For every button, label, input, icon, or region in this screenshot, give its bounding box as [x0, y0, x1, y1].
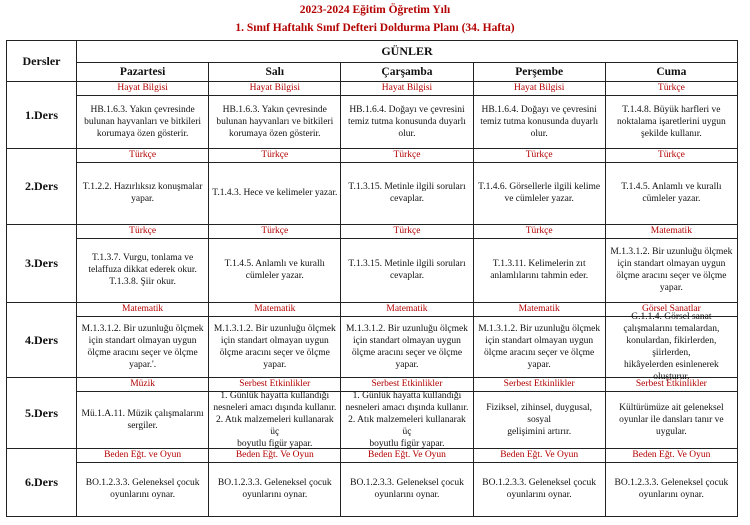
- objective-line: için standart olmayan uygun: [88, 335, 197, 346]
- objective-text: [341, 391, 472, 447]
- subject-label: Türkçe: [129, 150, 157, 160]
- objective-line: M.1.3.1.2. Bir uzunluğu ölçmek: [81, 323, 204, 334]
- objective-line: oluşturur.: [653, 371, 690, 382]
- objective-line: telaffuza dikkat ederek okur.: [88, 265, 197, 275]
- plan-cell: [473, 449, 605, 517]
- objective-line: cümleler yazar.: [642, 194, 701, 204]
- objective-line: hikâyelerden esinlenerek: [624, 359, 719, 370]
- objective-line: BO.1.2.3.3. Geleneksel çocuk: [217, 478, 332, 488]
- objective-text: [341, 238, 472, 301]
- subject-label: Türkçe: [261, 150, 289, 160]
- subject-label: Beden Eğt. Ve Oyun: [500, 450, 579, 460]
- plan-cell: [209, 82, 341, 149]
- day-header: Cuma: [605, 63, 737, 82]
- objective-text: [209, 95, 340, 147]
- objective-line: BO.1.2.3.3. Geleneksel çocuk: [482, 478, 597, 488]
- plan-cell: [605, 303, 737, 382]
- objective-line: bulunan hayvanları ve bitkileri: [84, 116, 202, 127]
- plan-cell: [341, 303, 473, 378]
- objective-line: cümleler yazar.: [245, 271, 304, 281]
- lesson-label: 2.Ders: [7, 149, 77, 225]
- lesson-label: 6.Ders: [7, 449, 77, 517]
- subject-label: Hayat Bilgisi: [381, 83, 433, 93]
- objective-line: HB.1.6.3. Yakın çevresinde: [222, 104, 327, 115]
- day-header: Pazartesi: [77, 63, 209, 82]
- objective-line: 1. Günlük hayatta kullandığı: [220, 390, 330, 401]
- subject-label: Hayat Bilgisi: [249, 83, 300, 93]
- objective-line: Mü.1.A.11. Müzik çalışmalarını: [81, 408, 204, 419]
- objective-line: oyunlarını oynar.: [506, 490, 572, 500]
- lesson-label: 4.Ders: [7, 303, 77, 378]
- objective-text: [341, 162, 472, 223]
- objective-line: konulardan, fikirlerden, şiirlerden,: [626, 335, 717, 358]
- subject-label: Hayat Bilgisi: [117, 83, 168, 93]
- subject-label: Matematik: [518, 304, 560, 314]
- objective-line: şekilde kullanır.: [641, 128, 702, 139]
- objective-line: T.1.2.2. Hazırlıksız konuşmalar: [82, 182, 203, 192]
- dersler-header: Dersler: [7, 41, 77, 82]
- objective-line: temiz tutma konusunda duyarlı: [480, 116, 599, 127]
- objective-line: BO.1.2.3.3. Geleneksel çocuk: [85, 478, 200, 488]
- objective-line: T.1.4.5. Anlamlı ve kurallı: [224, 259, 325, 269]
- objective-line: M.1.3.1.2. Bir uzunluğu ölçmek: [213, 323, 336, 334]
- subject-label: Serbest Etkinlikler: [371, 379, 443, 389]
- subject-label: Türkçe: [657, 150, 685, 160]
- objective-line: T.1.4.3. Hece ve kelimeler yazar.: [212, 188, 338, 198]
- objective-text: [474, 462, 605, 515]
- plan-cell: [605, 82, 737, 149]
- plan-cell: [473, 303, 605, 378]
- objective-line: anlamlılarını tahmin eder.: [490, 271, 589, 281]
- objective-line: için standart olmayan uygun: [220, 335, 329, 346]
- lesson-row: [7, 378, 738, 449]
- subject-label: Türkçe: [393, 226, 421, 236]
- day-header-row: [7, 63, 738, 82]
- objective-line: çalışmalarını temalardan,: [623, 323, 720, 334]
- lesson-label: 1.Ders: [7, 82, 77, 149]
- objective-line: için standart olmayan uygun: [353, 335, 461, 346]
- objective-text: [341, 95, 472, 147]
- plan-cell: [209, 303, 341, 378]
- subject-label: Beden Eğt. Ve Oyun: [632, 450, 711, 460]
- objective-line: Fiziksel, zihinsel, duygusal, sosyal: [486, 402, 593, 425]
- objective-line: M.1.3.1.2. Bir uzunluğu ölçmek: [610, 247, 733, 257]
- subject-label: Matematik: [254, 304, 296, 314]
- plan-cell: [341, 149, 473, 225]
- plan-body: [7, 82, 738, 517]
- objective-line: HB.1.6.4. Doğayı ve çevresini: [349, 104, 465, 115]
- plan-cell: [473, 378, 605, 449]
- plan-cell: [341, 449, 473, 517]
- document-title: 2023-2024 Eğitim Öğretim Yılı: [299, 4, 451, 16]
- objective-text: [606, 238, 737, 301]
- objective-text: [606, 391, 737, 447]
- objective-line: BO.1.2.3.3. Geleneksel çocuk: [350, 478, 464, 488]
- objective-text: [341, 462, 472, 515]
- plan-cell: [341, 378, 473, 449]
- objective-text: [474, 391, 605, 447]
- subject-label: Serbest Etkinlikler: [635, 379, 707, 389]
- objective-line: 1. Günlük hayatta kullandığı: [352, 390, 462, 401]
- plan-cell: [209, 378, 341, 449]
- lesson-label: 5.Ders: [7, 378, 77, 449]
- objective-line: ölçme aracını seçer ve ölçme: [484, 347, 595, 358]
- objective-text: [474, 95, 605, 147]
- objective-line: ölçme aracını seçer ve ölçme: [616, 271, 727, 281]
- subject-label: Serbest Etkinlikler: [503, 379, 575, 389]
- objective-line: sergiler.: [127, 420, 158, 431]
- objective-line: 2. Atık malzemeleri kullanarak üç: [215, 414, 334, 437]
- objective-text: [606, 311, 737, 382]
- subject-label: Türkçe: [129, 226, 157, 236]
- subject-label: Türkçe: [525, 150, 553, 160]
- day-header: Çarşamba: [341, 63, 473, 82]
- objective-line: oyunlarını oynar.: [110, 490, 176, 500]
- objective-line: yapar.'.: [129, 359, 157, 370]
- objective-text: [77, 316, 208, 376]
- plan-cell: [473, 225, 605, 303]
- plan-cell: [473, 82, 605, 149]
- objective-line: ölçme aracını seçer ve ölçme: [219, 347, 330, 358]
- lesson-row: [7, 303, 738, 378]
- plan-cell: [605, 225, 737, 303]
- document-subtitle: 1. Sınıf Haftalık Sınıf Defteri Doldurma Planı (34. Hafta): [235, 22, 515, 34]
- objective-text: [77, 95, 208, 147]
- objective-line: HB.1.6.3. Yakın çevresinde: [90, 104, 195, 115]
- objective-line: oyunlarını oynar.: [242, 490, 308, 500]
- objective-line: yapar.: [263, 359, 287, 370]
- objective-line: yapar.: [659, 283, 683, 293]
- plan-cell: [77, 303, 209, 378]
- day-header: Salı: [209, 63, 341, 82]
- objective-text: [209, 238, 340, 301]
- objective-line: M.1.3.1.2. Bir uzunluğu ölçmek: [346, 323, 468, 334]
- objective-line: için standart olmayan uygun: [617, 259, 726, 269]
- objective-text: [77, 391, 208, 447]
- objective-text: [209, 462, 340, 515]
- objective-line: Kültürümüze ait geleneksel: [619, 402, 724, 413]
- objective-line: ölçme aracını seçer ve ölçme: [351, 347, 463, 358]
- subject-label: Türkçe: [393, 150, 421, 160]
- objective-text: [474, 316, 605, 376]
- lesson-row: [7, 149, 738, 225]
- objective-line: T.1.3.7. Vurgu, tonlama ve: [91, 253, 194, 263]
- objective-text: [209, 316, 340, 376]
- objective-text: [606, 462, 737, 515]
- plan-cell: [209, 149, 341, 225]
- objective-line: M.1.3.1.2. Bir uzunluğu ölçmek: [478, 323, 601, 334]
- plan-cell: [77, 449, 209, 517]
- objective-line: HB.1.6.4. Doğayı ve çevresini: [481, 104, 597, 115]
- objective-line: yapar.: [131, 194, 155, 204]
- objective-line: ölçme aracını seçer ve ölçme: [87, 347, 198, 358]
- objective-text: [474, 238, 605, 301]
- gunler-header: GÜNLER: [77, 41, 738, 63]
- objective-line: olur.: [530, 128, 548, 139]
- objective-line: oyunlarını oynar.: [638, 490, 704, 500]
- objective-line: T.1.3.15. Metinle ilgili soruları: [348, 182, 466, 192]
- objective-line: uygular.: [655, 426, 687, 437]
- objective-line: BO.1.2.3.3. Geleneksel çocuk: [614, 478, 729, 488]
- objective-line: yapar.: [395, 359, 419, 370]
- subject-label: Türkçe: [657, 83, 685, 93]
- objective-line: yapar.: [527, 359, 551, 370]
- subject-label: Görsel Sanatlar: [641, 304, 701, 314]
- plan-cell: [473, 149, 605, 225]
- objective-line: nesneleri amacı dışında kullanır.: [213, 402, 337, 413]
- objective-line: 2. Atık malzemeleri kullanarak üç: [348, 414, 466, 437]
- subject-label: Hayat Bilgisi: [513, 83, 565, 93]
- objective-text: [77, 238, 208, 301]
- objective-text: [209, 391, 340, 447]
- objective-line: T.1.3.8. Şiir okur.: [109, 277, 176, 287]
- plan-cell: [77, 378, 209, 449]
- objective-text: [77, 462, 208, 515]
- objective-line: T.1.4.8. Büyük harfleri ve: [622, 104, 721, 115]
- subject-label: Beden Eğt. ve Oyun: [104, 450, 182, 460]
- subject-label: Müzik: [130, 379, 155, 389]
- plan-cell: [209, 449, 341, 517]
- objective-line: T.1.4.5. Anlamlı ve kurallı: [621, 182, 722, 192]
- objective-line: oyunlar ile dansları tanır ve: [619, 414, 724, 425]
- objective-text: [474, 162, 605, 223]
- objective-line: için standart olmayan uygun: [485, 335, 594, 346]
- objective-text: [77, 162, 208, 223]
- plan-cell: [605, 449, 737, 517]
- objective-line: olur.: [398, 128, 416, 139]
- weekly-plan-table: [6, 40, 738, 517]
- objective-line: ve cümleler yazar.: [504, 194, 574, 204]
- objective-line: boyutlu figür yapar.: [237, 438, 313, 449]
- objective-line: T.1.3.11. Kelimelerin zıt: [492, 259, 586, 269]
- objective-text: [606, 162, 737, 223]
- subject-label: Beden Eğt. Ve Oyun: [368, 450, 446, 460]
- subject-label: Türkçe: [261, 226, 289, 236]
- objective-line: korumaya özen gösterir.: [96, 128, 189, 139]
- objective-line: T.1.3.15. Metinle ilgili soruları: [348, 259, 466, 269]
- objective-line: oyunlarını oynar.: [374, 490, 440, 500]
- plan-cell: [341, 225, 473, 303]
- objective-line: nesneleri amacı dışında kullanır.: [345, 402, 469, 413]
- subject-label: Serbest Etkinlikler: [239, 379, 311, 389]
- lesson-row: [7, 225, 738, 303]
- lesson-label: 3.Ders: [7, 225, 77, 303]
- plan-cell: [77, 82, 209, 149]
- objective-line: noktalama işaretlerini uygun: [617, 116, 726, 127]
- plan-cell: [605, 378, 737, 449]
- lesson-row: [7, 82, 738, 149]
- objective-line: bulunan hayvanları ve bitkileri: [216, 116, 334, 127]
- objective-line: G.1.1.4. Görsel sanat: [631, 311, 712, 322]
- plan-cell: [341, 82, 473, 149]
- objective-text: [341, 316, 472, 376]
- objective-line: korumaya özen gösterir.: [229, 128, 321, 139]
- subject-label: Beden Eğt. Ve Oyun: [235, 450, 314, 460]
- subject-label: Matematik: [650, 226, 692, 236]
- plan-cell: [605, 149, 737, 225]
- objective-text: [606, 95, 737, 147]
- plan-cell: [77, 149, 209, 225]
- plan-cell: [209, 225, 341, 303]
- subject-label: Türkçe: [525, 226, 553, 236]
- objective-text: [209, 162, 340, 223]
- objective-line: T.1.4.6. Görsellerle ilgili kelime: [478, 182, 601, 192]
- lesson-row: [7, 449, 738, 517]
- objective-line: gelişimini artırır.: [507, 426, 572, 437]
- subject-label: Matematik: [386, 304, 428, 314]
- objective-line: boyutlu figür yapar.: [369, 438, 445, 449]
- objective-line: temiz tutma konusunda duyarlı: [348, 116, 466, 127]
- objective-line: cevaplar.: [389, 194, 424, 204]
- objective-line: cevaplar.: [389, 271, 424, 281]
- day-header: Perşembe: [473, 63, 605, 82]
- plan-cell: [77, 225, 209, 303]
- subject-label: Matematik: [122, 304, 164, 314]
